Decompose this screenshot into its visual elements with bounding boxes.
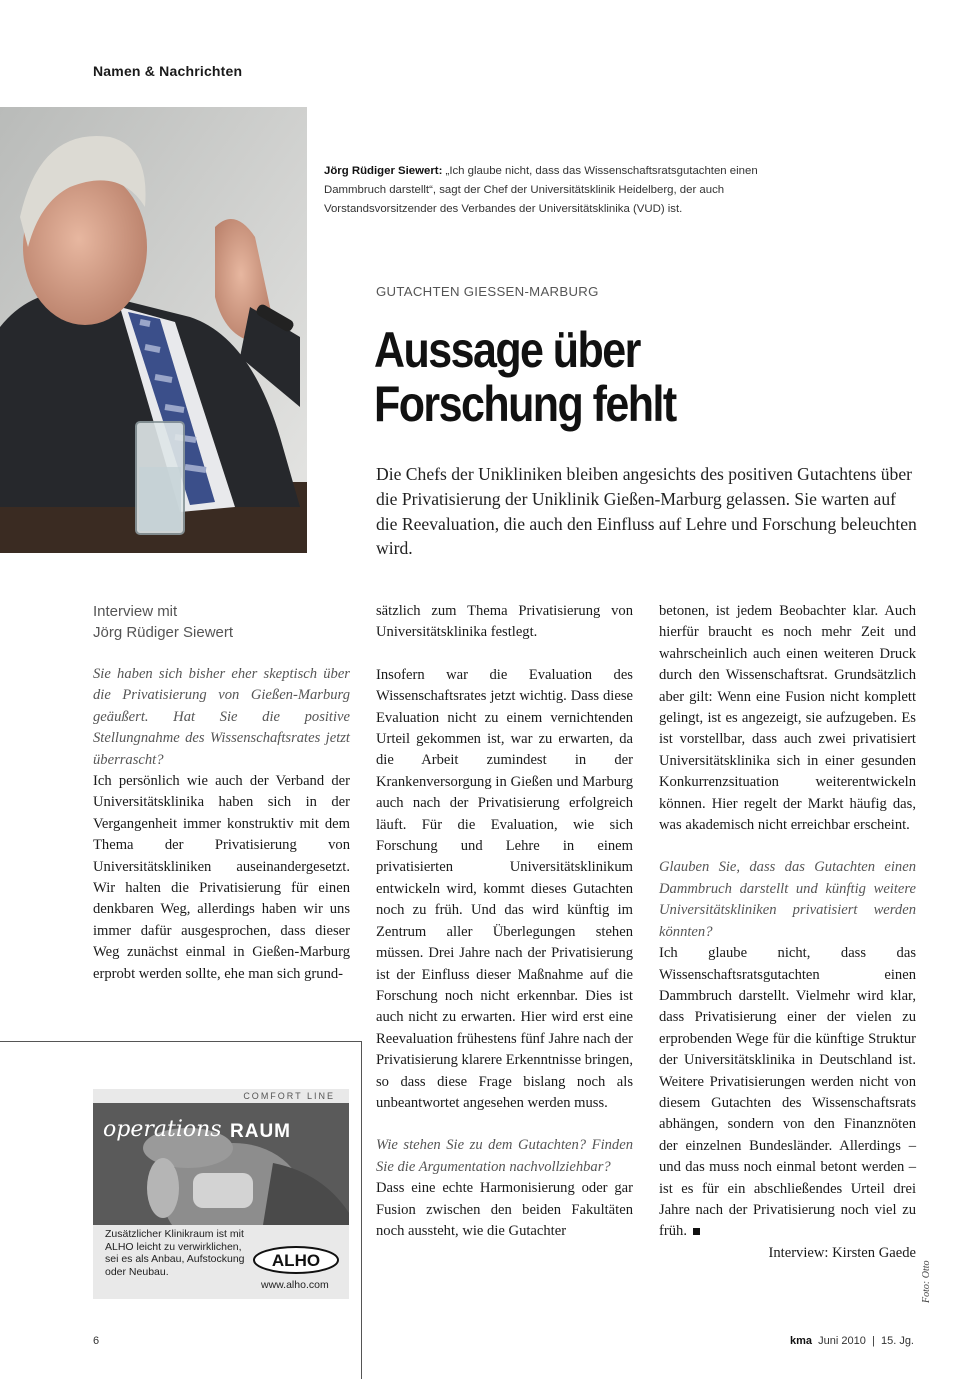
footer-issue-info (790, 1335, 914, 1347)
article-lead: Die Chefs der Unikliniken bleiben angesichts des positiven Gutachtens über die Privatisierung der Uniklinik Gießen-Marburg gelassen. Sie warten auf die Reevaluation, die auch den Einfluss auf Lehre und Forschung beleuchten wird. (376, 464, 917, 559)
page-number: 6 (93, 1335, 100, 1347)
caption-name: Jörg Rüdiger Siewert: (324, 165, 443, 177)
advertisement[interactable] (93, 1089, 349, 1299)
answer-1-part-1: Ich persönlich wie auch der Verband der Universitätsklinika haben sich in der Vergangenheit immer konstruktiv mit dem Thema der Privatisierung von Universitätskliniken auseinandergesetzt. Wir halten die Privatisierung für einen denkbaren Weg, allerdings haben wir uns immer dafür ausgesprochen, dass dieser Weg zunächst einmal in Gießen-Marburg erprobt werden sollte, ehe man sich grund- (93, 773, 350, 982)
section-label: Namen & Nachrichten (93, 63, 243, 79)
ad-title-raum: RAUM (230, 1121, 291, 1142)
article-headline (374, 323, 856, 431)
ad-text: Zusätzlicher Klinikraum ist mit ALHO leicht zu verwirklichen, sei es als Anbau, Aufstockung oder Neubau. (105, 1228, 245, 1278)
ad-comfort-line: COMFORT LINE (243, 1091, 335, 1101)
interview-heading-line-1: Interview mit (93, 603, 178, 620)
end-mark-icon (693, 1228, 700, 1235)
photo-caption (324, 162, 794, 219)
question-1: Sie haben sich bisher eher skeptisch über die Privatisierung von Gießen-Marburg geäußert. Hat Sie die positive Stellungnahme des Wissenschaftsrates jetzt überrascht? (93, 666, 350, 768)
column-1 (93, 601, 350, 985)
answer-3: Ich glaube nicht, dass das Wissenschaftsratsgutachten einen Dammbruch darstellt. Vielmehr wird klar, dass Privatisierung einer der vielen zu erprobenden Wege für die künftige Struktur der Universitätsklinika in Deutschland ist. Weitere Privatisierungen werden nicht von diesem Gutachten des Wissenschaftsrats abhängen, sondern von den Finanznöten der einzelnen Bundesländer. Allerdings – und das muss noch einmal betont werden – ist es für ein abschließendes Urteil drei Jahre nach der Privatisierung noch viel zu früh. (659, 945, 916, 1240)
volume: 15. Jg. (880, 1335, 914, 1347)
question-3: Glauben Sie, dass das Gutachten einen Dammbruch darstellt und künftig weitere Universitätskliniken privatisiert werden könnten? (659, 859, 916, 940)
ad-frame-top (0, 1041, 362, 1042)
issue-date: Juni 2010 (818, 1335, 866, 1347)
photo-credit: Foto: Otto (921, 1260, 932, 1303)
headline-line-1: Aussage über (374, 322, 640, 378)
interview-heading-line-2: Jörg Rüdiger Siewert (93, 624, 234, 641)
ad-url-link[interactable]: www.alho.com (261, 1279, 329, 1291)
portrait-photo (0, 107, 307, 553)
svg-text:ALHO: ALHO (271, 1251, 321, 1270)
interview-signoff: Interview: Kirsten Gaede (768, 1244, 916, 1261)
article-kicker: GUTACHTEN GIESSEN-MARBURG (376, 284, 599, 299)
interview-heading (93, 601, 350, 643)
ad-banner (93, 1103, 349, 1225)
headline-line-2: Forschung fehlt (374, 376, 676, 432)
question-2: Wie stehen Sie zu dem Gutachten? Finden Sie die Argumentation nachvollziehbar? (376, 1137, 633, 1175)
column-3 (659, 601, 916, 1264)
alho-logo-icon[interactable] (253, 1246, 339, 1274)
answer-1-part-2: sätzlich zum Thema Privatisierung von Universitätsklinika festlegt. (376, 603, 633, 641)
answer-3-wrap (659, 943, 916, 1243)
ad-frame-right (361, 1041, 362, 1379)
caption-text: „Ich glaube nicht, dass das Wissenschaftsratsgutachten einen Dammbruch darstellt“, sagt der Chef der Universitätsklinik Heidelberg, der auch Vorstandsvorsitzender des Verbandes der Universitätsklinika (VUD) ist. (324, 165, 758, 215)
answer-2-part-1: Dass eine echte Harmonisierung oder gar Fusion zwischen den beiden Fakultäten noch aussteht, wie die Gutachter (376, 1180, 633, 1239)
magazine-name: kma (789, 1335, 813, 1347)
footer-separator: | (871, 1335, 875, 1347)
column-2 (376, 601, 633, 1242)
ad-title-operations: operations (103, 1117, 222, 1142)
answer-2-part-2: betonen, ist jedem Beobachter klar. Auch hierfür braucht es noch mehr Zeit und wahrscheinlich auch einen weiteren Druck durch den Wissenschaftsrat. Grundsätzlich aber gilt: Wenn eine Fusion nicht komplett gelingt, ist es angezeigt, sie aufzugeben. Es ist vorstellbar, dass auch zwei privatisiert Universitätsklinika sich in einer gesunden Konkurrenzsituation weiterentwickeln können. Hier regelt der Markt häufig das, was akademisch nicht erreichbar erscheint. (659, 603, 916, 834)
answer-1-part-3: Insofern war die Evaluation des Wissenschaftsrates jetzt wichtig. Dass diese Evaluation nicht zu einem vernichtenden Urteil gekommen ist, war zu erwarten, da die Arbeit zumindest in der Krankenversorgung in Gießen und Marburg auch nach der Privatisierung erfolgreich läuft. Für die Evaluation, wie sich Forschung und Lehre in einem privatisierten Universitätsklinikum entwickeln wird, kommt dieses Gutachten noch zu früh. Und das wird künftig im Zentrum aller Überlegungen stehen müssen. Drei Jahre nach der Privatisierung ist der Einfluss dieser Maßnahme auf die Forschung noch nicht erkennbar. Dies ist auch nicht zu erwarten. Hier wird erst eine Reevaluation frühestens fünf Jahre nach der Privatisierung klarere Erkenntnisse bringen, so dass diese Frage bislang noch als unbeantwortet angesehen werden muss. (376, 666, 633, 1111)
